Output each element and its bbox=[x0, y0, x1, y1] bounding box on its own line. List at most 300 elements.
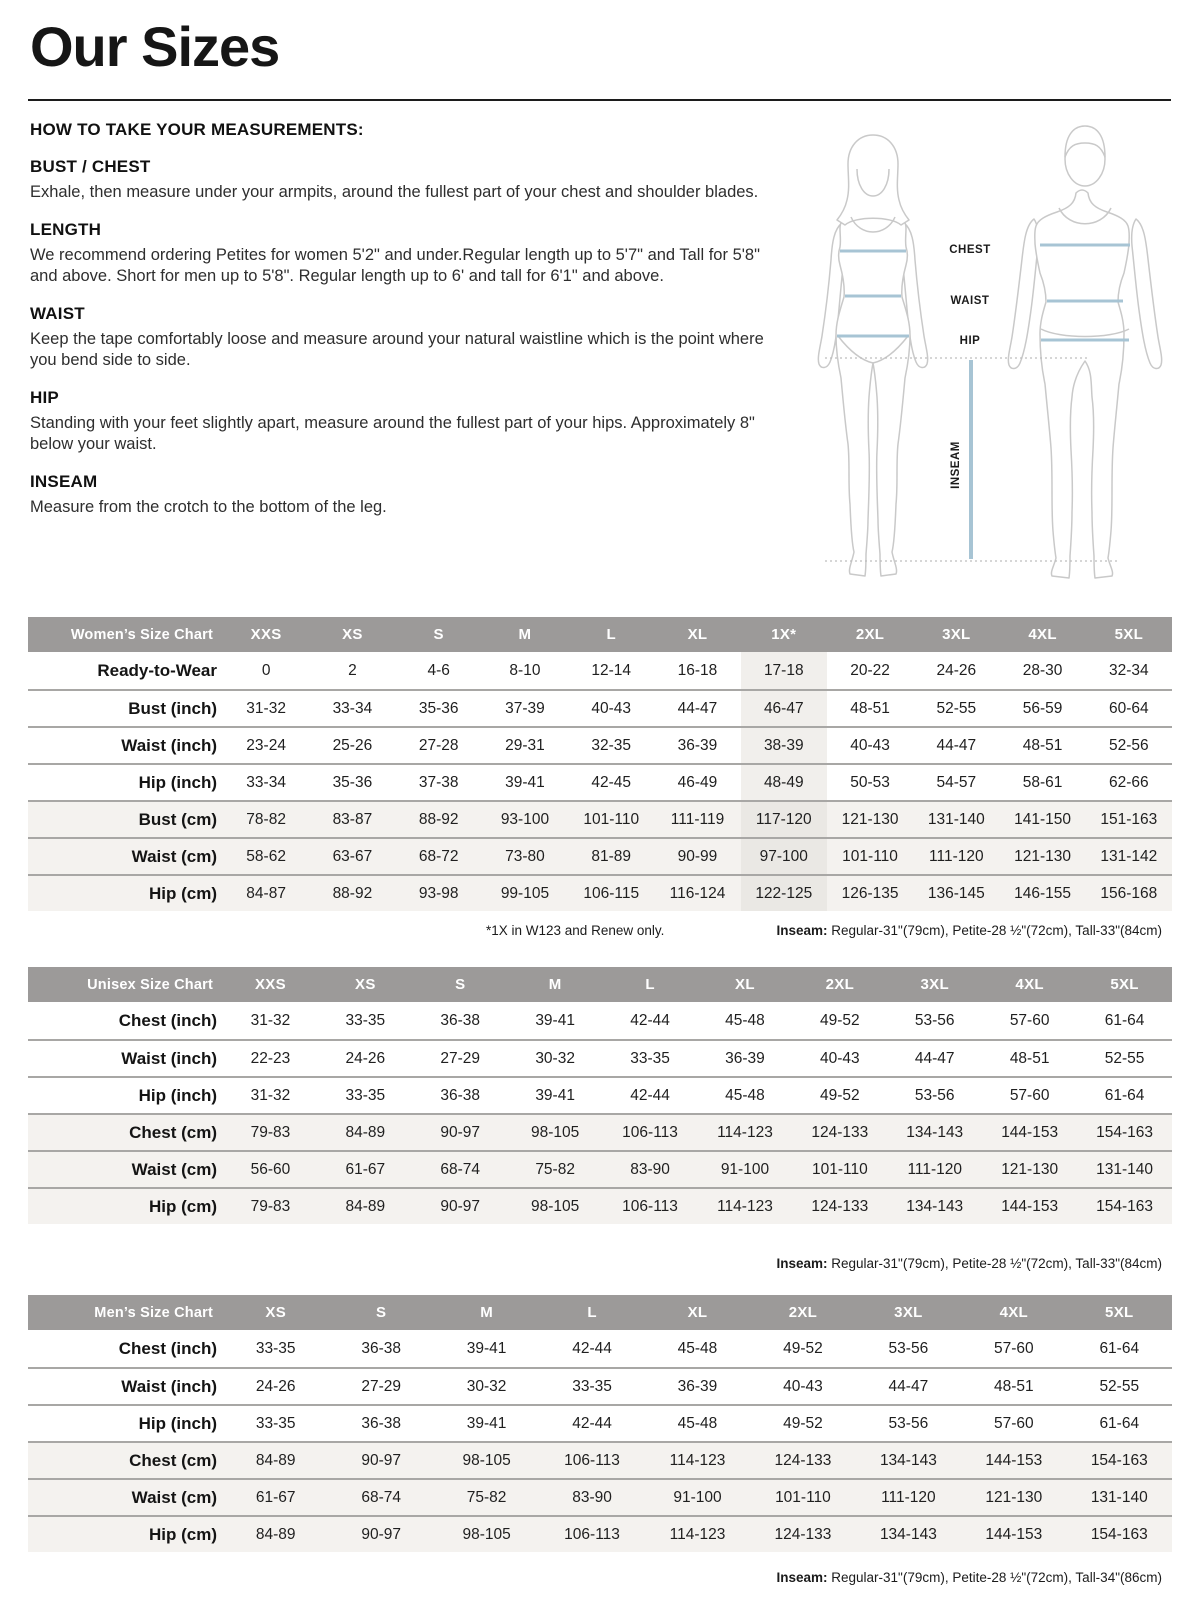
row-label: Ready-to-Wear bbox=[97, 660, 217, 680]
size-value-cell: 53-56 bbox=[888, 1339, 929, 1357]
size-value-cell: 42-44 bbox=[630, 1086, 670, 1104]
title-divider bbox=[28, 99, 1171, 101]
size-value-cell: 83-90 bbox=[630, 1160, 670, 1178]
size-value-cell: 57-60 bbox=[1009, 1086, 1050, 1104]
size-value-cell: 98-105 bbox=[531, 1197, 580, 1215]
size-column-header: 3XL bbox=[920, 976, 949, 993]
size-value-cell: 39-41 bbox=[535, 1011, 575, 1029]
size-value-cell: 49-52 bbox=[783, 1414, 823, 1432]
size-value-cell: 111-120 bbox=[929, 847, 984, 865]
size-value-cell: 146-155 bbox=[1014, 884, 1072, 902]
size-value-cell: 27-29 bbox=[361, 1377, 401, 1395]
table-row bbox=[28, 726, 1172, 763]
size-value-cell: 134-143 bbox=[879, 1525, 937, 1543]
size-value-cell: 42-44 bbox=[572, 1339, 612, 1357]
size-value-cell: 151-163 bbox=[1100, 810, 1158, 828]
size-value-cell: 106-113 bbox=[564, 1451, 620, 1469]
size-value-cell: 79-83 bbox=[250, 1197, 291, 1215]
row-label: Waist (cm) bbox=[131, 846, 217, 866]
unisex-size-chart bbox=[28, 967, 1172, 1224]
size-value-cell: 93-98 bbox=[418, 884, 459, 902]
size-value-cell: 131-140 bbox=[927, 810, 985, 828]
size-value-cell: 111-120 bbox=[881, 1488, 936, 1506]
size-value-cell: 32-34 bbox=[1109, 661, 1149, 679]
table-title: Unisex Size Chart bbox=[87, 976, 213, 993]
size-value-cell: 23-24 bbox=[246, 736, 286, 754]
size-value-cell: 154-163 bbox=[1090, 1451, 1148, 1469]
table-row bbox=[28, 763, 1172, 800]
size-value-cell: 36-39 bbox=[725, 1049, 765, 1067]
inseam-footnote: Inseam: Regular-31"(79cm), Petite-28 ½"(72cm), Tall-33"(84cm) bbox=[776, 923, 1162, 938]
size-value-cell: 58-62 bbox=[246, 847, 286, 865]
size-value-cell: 154-163 bbox=[1096, 1123, 1153, 1141]
size-value-cell: 24-26 bbox=[345, 1049, 386, 1067]
table-title: Women’s Size Chart bbox=[70, 626, 213, 643]
size-value-cell: 48-51 bbox=[1022, 736, 1063, 754]
woman-hair bbox=[837, 135, 909, 225]
size-value-cell: 144-153 bbox=[985, 1525, 1043, 1543]
size-value-cell: 50-53 bbox=[850, 773, 890, 791]
row-label: Waist (cm) bbox=[131, 1487, 217, 1507]
size-value-cell: 73-80 bbox=[505, 847, 545, 865]
size-value-cell: 154-163 bbox=[1090, 1525, 1148, 1543]
size-value-cell: 33-35 bbox=[345, 1086, 386, 1104]
size-value-cell: 48-51 bbox=[994, 1377, 1034, 1395]
size-value-cell: 49-52 bbox=[820, 1086, 860, 1104]
size-value-cell: 52-55 bbox=[936, 699, 977, 717]
size-value-cell: 90-97 bbox=[361, 1451, 401, 1469]
section-title: INSEAM bbox=[30, 472, 98, 491]
size-value-cell: 42-44 bbox=[572, 1414, 612, 1432]
size-column-header: 4XL bbox=[1028, 626, 1057, 643]
table-row bbox=[28, 1150, 1172, 1187]
section-waist bbox=[30, 304, 778, 371]
size-column-header: XL bbox=[687, 1304, 708, 1321]
size-value-cell: 36-38 bbox=[361, 1339, 401, 1357]
size-value-cell: 117-120 bbox=[741, 802, 827, 837]
section-body: Keep the tape comfortably loose and measure around your natural waistline which is the point where you bend side to side. bbox=[30, 330, 764, 369]
size-value-cell: 124-133 bbox=[774, 1451, 832, 1469]
size-value-cell: 48-51 bbox=[850, 699, 890, 717]
size-column-header: 4XL bbox=[999, 1304, 1029, 1321]
size-value-cell: 40-43 bbox=[591, 699, 632, 717]
size-value-cell: 44-47 bbox=[914, 1049, 955, 1067]
section-title: HIP bbox=[30, 388, 59, 407]
size-value-cell: 31-32 bbox=[250, 1011, 291, 1029]
row-label: Bust (cm) bbox=[138, 809, 217, 829]
size-value-cell: 44-47 bbox=[936, 736, 977, 754]
size-value-cell: 61-64 bbox=[1099, 1339, 1140, 1357]
chest-label: CHEST bbox=[949, 244, 991, 256]
one-x-footnote: *1X in W123 and Renew only. bbox=[486, 923, 665, 938]
size-value-cell: 45-48 bbox=[725, 1086, 765, 1104]
size-value-cell: 54-57 bbox=[936, 773, 977, 791]
size-value-cell: 52-56 bbox=[1109, 736, 1149, 754]
table-row bbox=[28, 652, 1172, 689]
size-column-header: M bbox=[480, 1304, 493, 1321]
size-value-cell: 121-130 bbox=[1001, 1160, 1059, 1178]
size-value-cell: 0 bbox=[261, 661, 271, 679]
section-hip bbox=[30, 388, 778, 455]
size-value-cell: 75-82 bbox=[535, 1160, 575, 1178]
row-label: Waist (inch) bbox=[121, 1376, 217, 1396]
size-column-header: L bbox=[606, 626, 616, 643]
size-value-cell: 48-49 bbox=[741, 765, 827, 800]
size-column-header: 2XL bbox=[825, 976, 855, 993]
size-value-cell: 84-87 bbox=[246, 884, 286, 902]
size-value-cell: 114-123 bbox=[717, 1197, 773, 1215]
row-label: Waist (inch) bbox=[121, 1048, 217, 1068]
section-body: We recommend ordering Petites for women 5'2" and under.Regular length up to 5'7" and Tall for 5'8" and above. Short for men up to 5'8". Regular length up to 6' and tall for 6'1" and above. bbox=[30, 246, 760, 285]
size-value-cell: 106-113 bbox=[622, 1123, 678, 1141]
size-value-cell: 91-100 bbox=[673, 1488, 722, 1506]
size-value-cell: 27-29 bbox=[440, 1049, 481, 1067]
inseam-label: INSEAM bbox=[950, 441, 962, 489]
size-value-cell: 32-35 bbox=[591, 736, 632, 754]
row-label: Chest (inch) bbox=[118, 1010, 217, 1030]
man-body-outline bbox=[1035, 190, 1130, 578]
size-value-cell: 30-32 bbox=[466, 1377, 507, 1395]
table-row bbox=[28, 1515, 1172, 1552]
size-value-cell: 68-74 bbox=[440, 1160, 481, 1178]
measurement-instructions bbox=[30, 120, 778, 518]
size-column-header: 2XL bbox=[855, 626, 885, 643]
size-value-cell: 144-153 bbox=[1001, 1123, 1059, 1141]
unisex-size-chart-footnote bbox=[28, 1256, 1172, 1274]
size-value-cell: 36-38 bbox=[440, 1011, 481, 1029]
size-column-header: M bbox=[548, 976, 562, 993]
size-column-header: XXS bbox=[250, 626, 282, 643]
size-value-cell: 53-56 bbox=[888, 1414, 929, 1432]
size-column-header: XS bbox=[342, 626, 363, 643]
size-value-cell: 101-110 bbox=[583, 810, 640, 828]
size-column-header: M bbox=[518, 626, 532, 643]
size-value-cell: 57-60 bbox=[994, 1339, 1034, 1357]
table-header-row bbox=[28, 1295, 1172, 1330]
size-value-cell: 134-143 bbox=[906, 1197, 964, 1215]
womens-size-chart bbox=[28, 617, 1172, 911]
size-value-cell: 42-44 bbox=[630, 1011, 670, 1029]
section-title: WAIST bbox=[30, 304, 85, 323]
size-value-cell: 39-41 bbox=[466, 1414, 507, 1432]
size-value-cell: 33-35 bbox=[345, 1011, 386, 1029]
mens-size-chart bbox=[28, 1295, 1172, 1552]
table-row bbox=[28, 689, 1172, 726]
row-label: Hip (inch) bbox=[138, 772, 217, 792]
size-value-cell: 156-168 bbox=[1100, 884, 1158, 902]
size-value-cell: 52-55 bbox=[1099, 1377, 1140, 1395]
size-value-cell: 121-130 bbox=[1014, 847, 1072, 865]
size-value-cell: 111-119 bbox=[670, 810, 725, 828]
size-column-header: S bbox=[455, 976, 466, 993]
size-value-cell: 101-110 bbox=[775, 1488, 831, 1506]
size-value-cell: 93-100 bbox=[500, 810, 550, 828]
size-value-cell: 91-100 bbox=[720, 1160, 770, 1178]
size-value-cell: 106-113 bbox=[564, 1525, 620, 1543]
row-label: Waist (cm) bbox=[131, 1159, 217, 1179]
size-value-cell: 124-133 bbox=[811, 1197, 869, 1215]
size-value-cell: 39-41 bbox=[535, 1086, 575, 1104]
size-value-cell: 33-34 bbox=[246, 773, 286, 791]
size-column-header: XXS bbox=[254, 976, 286, 993]
size-value-cell: 114-123 bbox=[669, 1451, 726, 1469]
size-value-cell: 53-56 bbox=[914, 1086, 955, 1104]
table-row bbox=[28, 837, 1172, 874]
size-value-cell: 122-125 bbox=[741, 876, 827, 911]
size-value-cell: 17-18 bbox=[741, 652, 827, 689]
section-body: Exhale, then measure under your armpits, around the fullest part of your chest and shoulder blades. bbox=[30, 183, 759, 201]
size-value-cell: 90-97 bbox=[440, 1197, 481, 1215]
row-label: Hip (inch) bbox=[138, 1085, 217, 1105]
size-value-cell: 36-39 bbox=[677, 1377, 718, 1395]
size-value-cell: 121-130 bbox=[841, 810, 899, 828]
size-value-cell: 60-64 bbox=[1109, 699, 1149, 717]
size-column-header: 5XL bbox=[1114, 626, 1144, 643]
size-value-cell: 45-48 bbox=[677, 1339, 718, 1357]
size-value-cell: 98-105 bbox=[531, 1123, 580, 1141]
size-value-cell: 22-23 bbox=[250, 1049, 291, 1067]
size-value-cell: 33-35 bbox=[630, 1049, 670, 1067]
measurement-figure-illustration bbox=[788, 113, 1170, 595]
size-column-header: L bbox=[645, 976, 655, 993]
size-value-cell: 44-47 bbox=[888, 1377, 929, 1395]
size-value-cell: 58-61 bbox=[1022, 773, 1063, 791]
size-value-cell: 49-52 bbox=[820, 1011, 860, 1029]
size-value-cell: 126-135 bbox=[841, 884, 899, 902]
size-value-cell: 57-60 bbox=[994, 1414, 1034, 1432]
size-value-cell: 83-87 bbox=[332, 810, 373, 828]
section-body: Standing with your feet slightly apart, measure around the fullest part of your hips. Approximately 8" below your waist. bbox=[30, 414, 755, 453]
size-value-cell: 68-74 bbox=[361, 1488, 401, 1506]
size-column-header: XL bbox=[735, 976, 755, 993]
size-value-cell: 31-32 bbox=[250, 1086, 291, 1104]
size-value-cell: 33-35 bbox=[572, 1377, 612, 1395]
row-label: Chest (cm) bbox=[129, 1450, 217, 1470]
size-value-cell: 2 bbox=[348, 661, 357, 679]
table-row bbox=[28, 800, 1172, 837]
size-value-cell: 61-64 bbox=[1104, 1086, 1145, 1104]
size-value-cell: 38-39 bbox=[741, 728, 827, 763]
waist-label: WAIST bbox=[950, 295, 990, 307]
size-value-cell: 8-10 bbox=[509, 661, 541, 679]
section-length bbox=[30, 220, 778, 287]
size-value-cell: 24-26 bbox=[936, 661, 977, 679]
size-value-cell: 84-89 bbox=[345, 1123, 386, 1141]
size-value-cell: 24-26 bbox=[255, 1377, 296, 1395]
size-value-cell: 84-89 bbox=[255, 1525, 296, 1543]
size-value-cell: 33-35 bbox=[255, 1339, 296, 1357]
size-value-cell: 40-43 bbox=[820, 1049, 860, 1067]
size-value-cell: 99-105 bbox=[500, 884, 550, 902]
size-value-cell: 4-6 bbox=[427, 661, 450, 679]
table-row bbox=[28, 1330, 1172, 1367]
row-label: Bust (inch) bbox=[128, 698, 217, 718]
size-column-header: XS bbox=[265, 1304, 287, 1321]
size-column-header: 5XL bbox=[1105, 1304, 1134, 1321]
size-value-cell: 44-47 bbox=[677, 699, 718, 717]
size-value-cell: 141-150 bbox=[1014, 810, 1072, 828]
size-value-cell: 30-32 bbox=[535, 1049, 575, 1067]
size-value-cell: 33-35 bbox=[255, 1414, 296, 1432]
size-value-cell: 124-133 bbox=[811, 1123, 869, 1141]
size-value-cell: 78-82 bbox=[246, 810, 286, 828]
size-value-cell: 40-43 bbox=[783, 1377, 823, 1395]
size-value-cell: 49-52 bbox=[783, 1339, 823, 1357]
size-value-cell: 63-67 bbox=[332, 847, 373, 865]
size-value-cell: 36-38 bbox=[440, 1086, 481, 1104]
size-value-cell: 75-82 bbox=[466, 1488, 507, 1506]
size-value-cell: 116-124 bbox=[669, 884, 726, 902]
size-value-cell: 81-89 bbox=[591, 847, 632, 865]
size-value-cell: 131-142 bbox=[1100, 847, 1158, 865]
size-column-header: 1X* bbox=[771, 626, 797, 643]
womens-size-chart-footnote bbox=[28, 923, 1172, 941]
size-value-cell: 48-51 bbox=[1009, 1049, 1050, 1067]
inseam-footnote: Inseam: Regular-31"(79cm), Petite-28 ½"(72cm), Tall-34"(86cm) bbox=[776, 1570, 1162, 1585]
size-column-header: 5XL bbox=[1110, 976, 1139, 993]
size-column-header: S bbox=[376, 1304, 387, 1321]
table-row bbox=[28, 1187, 1172, 1224]
size-value-cell: 36-38 bbox=[361, 1414, 401, 1432]
size-value-cell: 68-72 bbox=[418, 847, 459, 865]
size-value-cell: 37-38 bbox=[418, 773, 459, 791]
size-value-cell: 61-67 bbox=[345, 1160, 386, 1178]
size-value-cell: 39-41 bbox=[466, 1339, 507, 1357]
size-value-cell: 25-26 bbox=[332, 736, 373, 754]
inseam-footnote: Inseam: Regular-31"(79cm), Petite-28 ½"(72cm), Tall-33"(84cm) bbox=[776, 1256, 1162, 1271]
size-value-cell: 88-92 bbox=[332, 884, 373, 902]
mens-size-chart-footnote bbox=[28, 1570, 1172, 1588]
size-value-cell: 79-83 bbox=[250, 1123, 291, 1141]
instructions-heading: HOW TO TAKE YOUR MEASUREMENTS: bbox=[30, 120, 364, 139]
size-value-cell: 39-41 bbox=[505, 773, 545, 791]
size-value-cell: 53-56 bbox=[914, 1011, 955, 1029]
size-value-cell: 45-48 bbox=[677, 1414, 718, 1432]
size-value-cell: 20-22 bbox=[850, 661, 890, 679]
size-column-header: S bbox=[433, 626, 444, 643]
size-value-cell: 121-130 bbox=[985, 1488, 1043, 1506]
size-column-header: 3XL bbox=[942, 626, 971, 643]
table-row bbox=[28, 1113, 1172, 1150]
size-value-cell: 136-145 bbox=[927, 884, 985, 902]
size-value-cell: 97-100 bbox=[741, 839, 827, 874]
size-value-cell: 61-64 bbox=[1099, 1414, 1140, 1432]
section-bust-chest bbox=[30, 157, 778, 203]
row-label: Chest (cm) bbox=[129, 1122, 217, 1142]
size-value-cell: 31-32 bbox=[246, 699, 286, 717]
size-value-cell: 12-14 bbox=[591, 661, 632, 679]
size-column-header: L bbox=[587, 1304, 597, 1321]
size-value-cell: 90-97 bbox=[361, 1525, 401, 1543]
size-value-cell: 33-34 bbox=[332, 699, 373, 717]
size-column-header: 4XL bbox=[1015, 976, 1044, 993]
size-value-cell: 90-99 bbox=[677, 847, 718, 865]
size-column-header: 3XL bbox=[894, 1304, 923, 1321]
size-value-cell: 46-49 bbox=[677, 773, 718, 791]
section-title: BUST / CHEST bbox=[30, 157, 151, 176]
size-value-cell: 36-39 bbox=[677, 736, 718, 754]
size-value-cell: 134-143 bbox=[906, 1123, 964, 1141]
size-column-header: XS bbox=[355, 976, 376, 993]
size-value-cell: 98-105 bbox=[462, 1525, 511, 1543]
size-value-cell: 101-110 bbox=[842, 847, 898, 865]
table-row bbox=[28, 1076, 1172, 1113]
size-value-cell: 144-153 bbox=[1001, 1197, 1059, 1215]
size-value-cell: 27-28 bbox=[418, 736, 459, 754]
size-value-cell: 40-43 bbox=[850, 736, 890, 754]
row-label: Hip (inch) bbox=[138, 1413, 217, 1433]
size-value-cell: 131-140 bbox=[1096, 1160, 1153, 1178]
size-value-cell: 114-123 bbox=[669, 1525, 726, 1543]
man-left-arm bbox=[1008, 219, 1038, 369]
size-value-cell: 61-64 bbox=[1104, 1011, 1145, 1029]
page-title: Our Sizes bbox=[30, 15, 280, 78]
size-value-cell: 84-89 bbox=[255, 1451, 296, 1469]
section-title: LENGTH bbox=[30, 220, 102, 239]
size-value-cell: 131-140 bbox=[1090, 1488, 1148, 1506]
hip-label: HIP bbox=[959, 335, 981, 347]
size-column-header: XL bbox=[687, 626, 708, 643]
size-value-cell: 106-113 bbox=[622, 1197, 678, 1215]
size-value-cell: 90-97 bbox=[440, 1123, 481, 1141]
row-label: Hip (cm) bbox=[149, 883, 217, 903]
size-value-cell: 57-60 bbox=[1009, 1011, 1050, 1029]
size-value-cell: 84-89 bbox=[345, 1197, 386, 1215]
size-value-cell: 101-110 bbox=[811, 1160, 868, 1178]
table-row bbox=[28, 1404, 1172, 1441]
row-label: Hip (cm) bbox=[149, 1524, 217, 1544]
table-row bbox=[28, 1478, 1172, 1515]
table-header-row bbox=[28, 617, 1172, 652]
size-value-cell: 124-133 bbox=[774, 1525, 832, 1543]
size-value-cell: 88-92 bbox=[418, 810, 459, 828]
row-label: Chest (inch) bbox=[118, 1338, 217, 1358]
size-value-cell: 154-163 bbox=[1096, 1197, 1153, 1215]
size-value-cell: 106-115 bbox=[583, 884, 640, 902]
table-row bbox=[28, 1441, 1172, 1478]
size-value-cell: 61-67 bbox=[255, 1488, 296, 1506]
man-right-arm bbox=[1132, 219, 1162, 369]
size-value-cell: 28-30 bbox=[1022, 661, 1063, 679]
table-row bbox=[28, 874, 1172, 911]
size-value-cell: 42-45 bbox=[591, 773, 632, 791]
size-value-cell: 35-36 bbox=[418, 699, 459, 717]
size-value-cell: 83-90 bbox=[572, 1488, 612, 1506]
table-row bbox=[28, 1039, 1172, 1076]
size-value-cell: 98-105 bbox=[462, 1451, 511, 1469]
size-column-header: 2XL bbox=[788, 1304, 818, 1321]
size-value-cell: 114-123 bbox=[717, 1123, 773, 1141]
size-value-cell: 111-120 bbox=[907, 1160, 963, 1178]
size-value-cell: 56-60 bbox=[250, 1160, 291, 1178]
table-row bbox=[28, 1002, 1172, 1039]
size-value-cell: 62-66 bbox=[1109, 773, 1149, 791]
table-header-row bbox=[28, 967, 1172, 1002]
table-title: Men’s Size Chart bbox=[94, 1304, 213, 1321]
section-inseam bbox=[30, 472, 778, 518]
size-value-cell: 56-59 bbox=[1022, 699, 1063, 717]
size-value-cell: 45-48 bbox=[725, 1011, 765, 1029]
size-value-cell: 16-18 bbox=[677, 661, 718, 679]
size-value-cell: 46-47 bbox=[741, 691, 827, 726]
row-label: Hip (cm) bbox=[149, 1196, 217, 1216]
size-value-cell: 37-39 bbox=[505, 699, 545, 717]
woman-body-outline bbox=[836, 196, 910, 576]
size-value-cell: 52-55 bbox=[1104, 1049, 1145, 1067]
size-value-cell: 144-153 bbox=[985, 1451, 1043, 1469]
size-value-cell: 35-36 bbox=[332, 773, 373, 791]
size-value-cell: 134-143 bbox=[879, 1451, 937, 1469]
